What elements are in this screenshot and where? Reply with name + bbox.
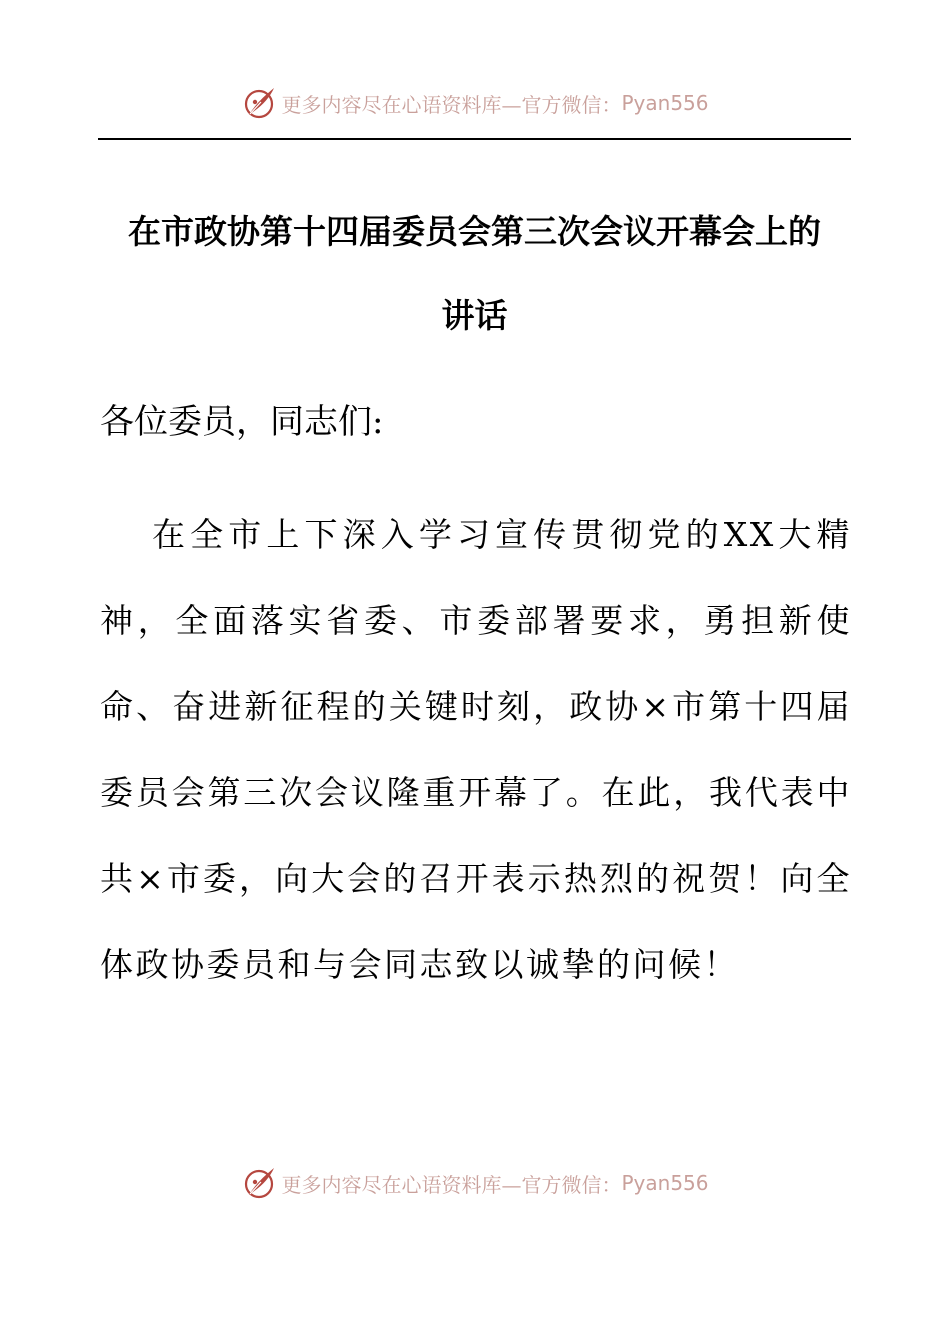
quill-pen-logo-icon — [241, 1165, 277, 1201]
header-watermark — [0, 83, 950, 123]
watermark-text: 更多内容尽在心语资料库—官方微信： — [281, 1172, 622, 1197]
watermark-wechat-handle: Pyan556 — [621, 1171, 709, 1195]
watermark-text: 更多内容尽在心语资料库—官方微信： — [281, 92, 622, 117]
document-title-line-1: 在市政协第十四届委员会第三次会议开幕会上的 — [128, 212, 821, 251]
salutation: 各位委员，同志们: — [100, 402, 384, 442]
header-divider — [98, 138, 851, 140]
body-paragraph: 在全市上下深入学习宣传贯彻党的XX大精神，全面落实省委、市委部署要求，勇担新使命、奋进新征程的关键时刻，政协×市第十四届委员会第三次会议隆重开幕了。在此，我代表中共×市委，向大会的召开表示热烈的祝贺！向全体政协委员和与会同志致以诚挚的问候！ — [100, 515, 852, 984]
footer-watermark — [0, 1163, 950, 1203]
document-title-line-2: 讲话 — [441, 296, 508, 335]
watermark-wechat-handle: Pyan556 — [621, 91, 709, 115]
quill-pen-logo-icon — [241, 85, 277, 121]
